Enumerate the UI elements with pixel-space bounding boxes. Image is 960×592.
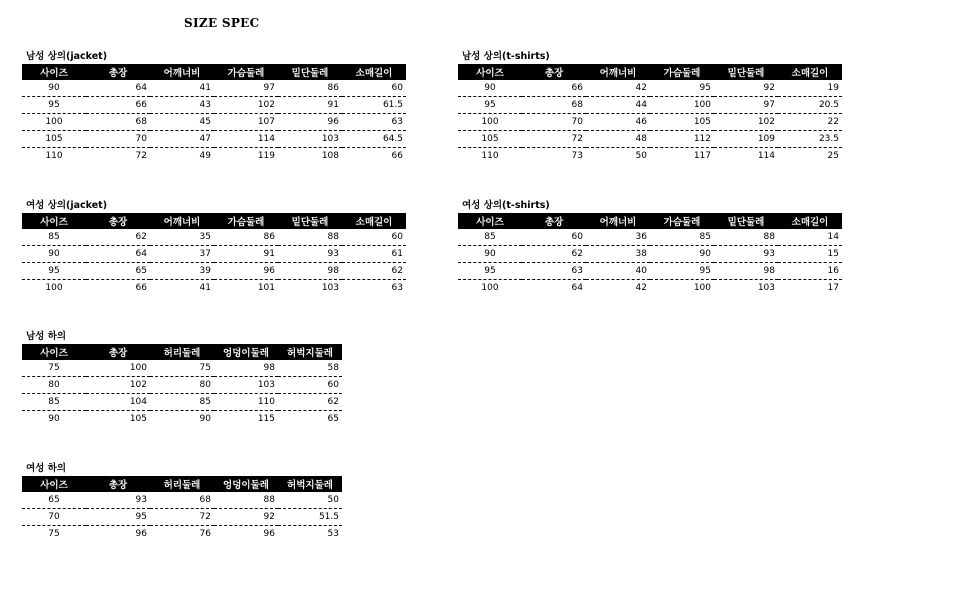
table-cell: 63 — [522, 263, 586, 280]
column-header: 어깨너비 — [150, 213, 214, 229]
table-cell: 90 — [458, 246, 522, 263]
table-cell: 85 — [650, 229, 714, 246]
table-cell: 20.5 — [778, 97, 842, 114]
table-row — [22, 360, 342, 377]
table-cell: 100 — [481, 283, 499, 293]
table-cell: 110 — [45, 151, 63, 161]
table-cell: 112 — [650, 131, 714, 148]
column-header: 사이즈 — [22, 213, 86, 229]
table-cell: 75 — [48, 529, 60, 539]
table-cell: 95 — [650, 80, 714, 97]
table-cell: 96 — [263, 529, 275, 539]
table-cell: 119 — [257, 151, 275, 161]
table-cell: 42 — [635, 283, 647, 293]
table-row — [22, 131, 406, 148]
table-cell: 110 — [214, 394, 278, 411]
table-cell: 72 — [522, 131, 586, 148]
table-row — [458, 80, 842, 97]
table-cell: 88 — [278, 229, 342, 246]
table-cell: 60 — [522, 229, 586, 246]
table-cell: 38 — [586, 246, 650, 263]
column-header: 소매길이 — [342, 213, 406, 229]
table-row — [22, 509, 342, 526]
table-cell: 100 — [45, 283, 63, 293]
table-cell: 62 — [522, 246, 586, 263]
table-block-men-pants — [22, 330, 342, 427]
table-cell: 51.5 — [278, 509, 342, 526]
table-cell: 40 — [586, 263, 650, 280]
table-cell: 96 — [214, 263, 278, 280]
table-row — [22, 148, 406, 165]
table-cell: 63 — [342, 114, 406, 131]
table-cell: 91 — [214, 246, 278, 263]
table-cell: 85 — [22, 229, 86, 246]
table-row — [22, 97, 406, 114]
table-cell: 88 — [714, 229, 778, 246]
table-block-women-pants — [22, 462, 342, 542]
table-cell: 47 — [150, 131, 214, 148]
table-cell: 45 — [150, 114, 214, 131]
table-cell: 90 — [199, 414, 211, 424]
table-cell: 72 — [150, 509, 214, 526]
table-cell: 85 — [22, 394, 86, 411]
table-cell: 23.5 — [778, 131, 842, 148]
table-cell: 91 — [278, 97, 342, 114]
table-cell: 75 — [150, 360, 214, 377]
table-row — [458, 148, 842, 165]
table-cell: 70 — [522, 114, 586, 131]
table-cell: 100 — [22, 114, 86, 131]
size-table — [22, 213, 406, 296]
table-row — [22, 280, 406, 297]
size-table — [22, 344, 342, 427]
column-header: 엉덩이둘레 — [214, 476, 278, 492]
column-header: 허벅지둘레 — [278, 476, 342, 492]
column-header: 밑단둘레 — [278, 64, 342, 80]
table-cell: 104 — [86, 394, 150, 411]
table-cell: 105 — [22, 131, 86, 148]
table-cell: 61.5 — [342, 97, 406, 114]
column-header: 허리둘레 — [150, 476, 214, 492]
table-cell: 93 — [278, 246, 342, 263]
table-row — [22, 80, 406, 97]
table-cell: 93 — [714, 246, 778, 263]
column-header: 허리둘레 — [150, 344, 214, 360]
table-cell: 97 — [214, 80, 278, 97]
table-cell: 97 — [714, 97, 778, 114]
table-cell: 90 — [650, 246, 714, 263]
column-header: 총장 — [86, 64, 150, 80]
table-cell: 98 — [714, 263, 778, 280]
column-header: 사이즈 — [22, 476, 86, 492]
table-cell: 65 — [22, 492, 86, 509]
column-header: 밑단둘레 — [714, 213, 778, 229]
table-cell: 95 — [22, 97, 86, 114]
table-cell: 115 — [257, 414, 275, 424]
column-header: 허벅지둘레 — [278, 344, 342, 360]
column-header: 가슴둘레 — [650, 213, 714, 229]
column-header: 가슴둘레 — [650, 64, 714, 80]
column-header: 총장 — [86, 344, 150, 360]
table-cell: 86 — [214, 229, 278, 246]
table-row — [458, 246, 842, 263]
table-row — [22, 394, 342, 411]
table-cell: 66 — [391, 151, 403, 161]
table-cell: 15 — [778, 246, 842, 263]
table-cell: 72 — [135, 151, 147, 161]
header-row — [22, 213, 406, 229]
table-block-men-jacket — [22, 50, 406, 164]
table-cell: 70 — [22, 509, 86, 526]
table-cell: 103 — [321, 283, 339, 293]
size-table — [22, 64, 406, 164]
table-cell: 90 — [458, 80, 522, 97]
table-cell: 37 — [150, 246, 214, 263]
table-title: 남성 하의 — [26, 331, 67, 342]
header-row — [22, 64, 406, 80]
table-cell: 25 — [827, 151, 839, 161]
header-row — [458, 213, 842, 229]
page-title: SIZE SPEC — [184, 16, 260, 30]
table-cell: 114 — [757, 151, 775, 161]
table-cell: 90 — [48, 414, 60, 424]
column-header: 밑단둘레 — [714, 64, 778, 80]
table-cell: 110 — [481, 151, 499, 161]
table-row — [22, 246, 406, 263]
table-row — [22, 263, 406, 280]
table-cell: 66 — [86, 97, 150, 114]
column-header: 가슴둘레 — [214, 213, 278, 229]
table-cell: 109 — [714, 131, 778, 148]
column-header: 가슴둘레 — [214, 64, 278, 80]
table-cell: 48 — [586, 131, 650, 148]
table-title: 남성 상의(jacket) — [26, 51, 108, 62]
table-cell: 107 — [214, 114, 278, 131]
table-cell: 70 — [86, 131, 150, 148]
table-row — [458, 229, 842, 246]
table-title: 여성 하의 — [26, 463, 67, 474]
table-cell: 61 — [342, 246, 406, 263]
table-cell: 90 — [22, 80, 86, 97]
table-cell: 68 — [86, 114, 150, 131]
table-cell: 68 — [522, 97, 586, 114]
column-header: 총장 — [86, 213, 150, 229]
table-cell: 46 — [586, 114, 650, 131]
table-row — [458, 280, 842, 297]
table-cell: 100 — [650, 97, 714, 114]
column-header: 소매길이 — [778, 64, 842, 80]
table-cell: 60 — [278, 377, 342, 394]
table-cell: 103 — [214, 377, 278, 394]
table-cell: 60 — [342, 80, 406, 97]
table-cell: 98 — [214, 360, 278, 377]
table-cell: 102 — [714, 114, 778, 131]
table-cell: 95 — [458, 263, 522, 280]
table-cell: 63 — [391, 283, 403, 293]
table-cell: 68 — [150, 492, 214, 509]
table-cell: 101 — [257, 283, 275, 293]
table-cell: 85 — [150, 394, 214, 411]
table-cell: 53 — [327, 529, 339, 539]
table-cell: 64 — [86, 80, 150, 97]
table-cell: 42 — [586, 80, 650, 97]
table-row — [22, 114, 406, 131]
column-header: 어깨너비 — [150, 64, 214, 80]
table-cell: 50 — [278, 492, 342, 509]
table-cell: 88 — [214, 492, 278, 509]
table-cell: 117 — [693, 151, 711, 161]
table-cell: 96 — [135, 529, 147, 539]
column-header: 사이즈 — [22, 344, 86, 360]
column-header: 소매길이 — [342, 64, 406, 80]
table-cell: 102 — [86, 377, 150, 394]
header-row — [22, 344, 342, 360]
header-row — [22, 476, 342, 492]
table-cell: 100 — [458, 114, 522, 131]
table-cell: 98 — [278, 263, 342, 280]
table-cell: 85 — [458, 229, 522, 246]
table-cell: 62 — [278, 394, 342, 411]
table-title: 남성 상의(t-shirts) — [462, 51, 550, 62]
table-cell: 92 — [714, 80, 778, 97]
table-cell: 105 — [650, 114, 714, 131]
table-row — [22, 411, 342, 428]
table-block-women-jacket — [22, 199, 406, 296]
table-row — [22, 377, 342, 394]
table-cell: 50 — [635, 151, 647, 161]
table-row — [22, 229, 406, 246]
table-cell: 102 — [214, 97, 278, 114]
table-cell: 105 — [129, 414, 147, 424]
table-cell: 58 — [278, 360, 342, 377]
table-cell: 66 — [522, 80, 586, 97]
size-table — [458, 213, 842, 296]
table-cell: 62 — [342, 263, 406, 280]
table-cell: 103 — [278, 131, 342, 148]
size-table — [458, 64, 842, 164]
table-cell: 100 — [86, 360, 150, 377]
table-cell: 41 — [150, 80, 214, 97]
table-title: 여성 상의(t-shirts) — [462, 200, 550, 211]
table-cell: 105 — [458, 131, 522, 148]
table-cell: 95 — [458, 97, 522, 114]
table-cell: 64 — [571, 283, 583, 293]
table-block-women-tshirts — [458, 199, 842, 296]
column-header: 엉덩이둘레 — [214, 344, 278, 360]
table-cell: 43 — [150, 97, 214, 114]
column-header: 총장 — [522, 213, 586, 229]
table-cell: 95 — [650, 263, 714, 280]
table-cell: 60 — [342, 229, 406, 246]
table-cell: 96 — [278, 114, 342, 131]
table-cell: 86 — [278, 80, 342, 97]
table-row — [458, 263, 842, 280]
table-cell: 73 — [571, 151, 583, 161]
table-cell: 92 — [214, 509, 278, 526]
table-cell: 35 — [150, 229, 214, 246]
table-cell: 62 — [86, 229, 150, 246]
table-title: 여성 상의(jacket) — [26, 200, 108, 211]
column-header: 총장 — [86, 476, 150, 492]
column-header: 소매길이 — [778, 213, 842, 229]
table-cell: 75 — [22, 360, 86, 377]
table-cell: 64 — [86, 246, 150, 263]
table-cell: 66 — [135, 283, 147, 293]
table-row — [458, 97, 842, 114]
table-cell: 41 — [199, 283, 211, 293]
table-cell: 65 — [86, 263, 150, 280]
table-cell: 14 — [778, 229, 842, 246]
table-cell: 65 — [327, 414, 339, 424]
column-header: 어깨너비 — [586, 213, 650, 229]
table-block-men-tshirts — [458, 50, 842, 164]
table-cell: 103 — [757, 283, 775, 293]
table-cell: 22 — [778, 114, 842, 131]
size-table — [22, 476, 342, 542]
table-cell: 80 — [22, 377, 86, 394]
column-header: 사이즈 — [22, 64, 86, 80]
table-row — [22, 526, 342, 543]
column-header: 어깨너비 — [586, 64, 650, 80]
table-cell: 49 — [199, 151, 211, 161]
table-cell: 114 — [214, 131, 278, 148]
table-cell: 17 — [827, 283, 839, 293]
table-cell: 95 — [22, 263, 86, 280]
table-row — [458, 131, 842, 148]
table-cell: 39 — [150, 263, 214, 280]
column-header: 사이즈 — [458, 64, 522, 80]
table-cell: 76 — [199, 529, 211, 539]
table-cell: 90 — [22, 246, 86, 263]
column-header: 총장 — [522, 64, 586, 80]
table-cell: 93 — [86, 492, 150, 509]
table-cell: 100 — [693, 283, 711, 293]
header-row — [458, 64, 842, 80]
column-header: 사이즈 — [458, 213, 522, 229]
table-cell: 108 — [321, 151, 339, 161]
table-cell: 80 — [150, 377, 214, 394]
table-cell: 64.5 — [342, 131, 406, 148]
table-cell: 19 — [778, 80, 842, 97]
table-cell: 36 — [586, 229, 650, 246]
table-cell: 16 — [778, 263, 842, 280]
table-row — [22, 492, 342, 509]
table-cell: 95 — [86, 509, 150, 526]
column-header: 밑단둘레 — [278, 213, 342, 229]
table-cell: 44 — [586, 97, 650, 114]
table-row — [458, 114, 842, 131]
